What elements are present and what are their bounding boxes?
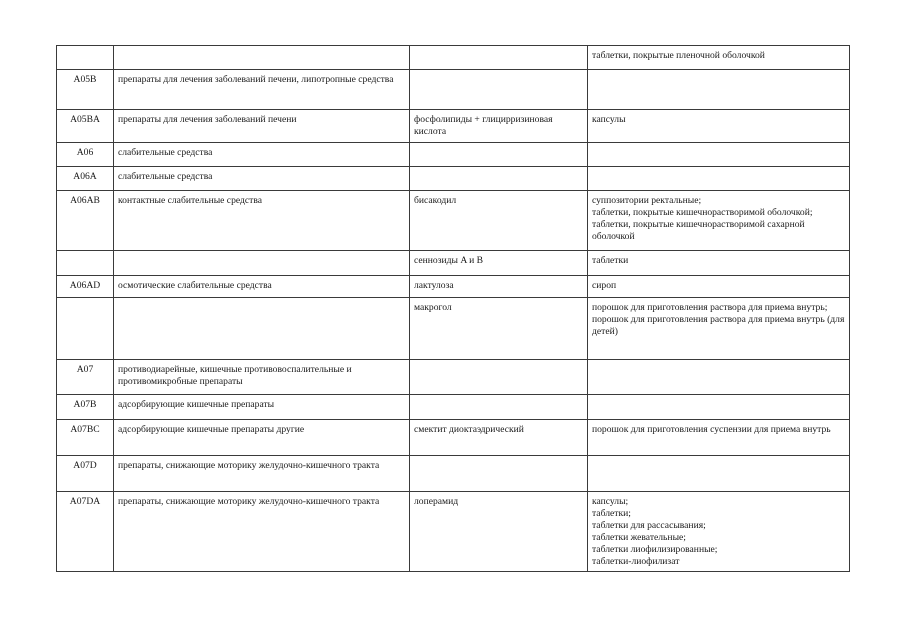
group-name-cell: препараты, снижающие моторику желудочно-кишечного тракта	[114, 492, 410, 572]
dosage-forms-cell: порошок для приготовления суспензии для приема внутрь	[588, 420, 850, 456]
table-row	[57, 395, 850, 420]
group-name-cell: контактные слабительные средства	[114, 191, 410, 251]
substance-cell	[410, 360, 588, 395]
table-row	[57, 110, 850, 143]
table-row	[57, 456, 850, 492]
table-row	[57, 46, 850, 70]
substance-cell	[410, 456, 588, 492]
dosage-forms-cell	[588, 456, 850, 492]
table-row	[57, 143, 850, 167]
substance-cell: макрогол	[410, 298, 588, 360]
substance-cell	[410, 46, 588, 70]
table-row	[57, 298, 850, 360]
drug-classification-table	[56, 45, 850, 572]
atc-code-cell: A07DA	[57, 492, 114, 572]
substance-cell	[410, 70, 588, 110]
group-name-cell: адсорбирующие кишечные препараты	[114, 395, 410, 420]
atc-code-cell: A07B	[57, 395, 114, 420]
dosage-forms-cell	[588, 143, 850, 167]
group-name-cell: слабительные средства	[114, 143, 410, 167]
atc-code-cell: A07	[57, 360, 114, 395]
group-name-cell	[114, 298, 410, 360]
group-name-cell	[114, 46, 410, 70]
table-body	[57, 46, 850, 572]
dosage-forms-cell: таблетки, покрытые пленочной оболочкой	[588, 46, 850, 70]
group-name-cell: противодиарейные, кишечные противовоспалительные и противомикробные препараты	[114, 360, 410, 395]
dosage-forms-cell	[588, 70, 850, 110]
substance-cell: сеннозиды A и B	[410, 251, 588, 276]
dosage-forms-cell: капсулы; таблетки; таблетки для рассасывания; таблетки жевательные; таблетки лиофилизированные; таблетки-лиофилизат	[588, 492, 850, 572]
table-row	[57, 276, 850, 298]
dosage-forms-cell	[588, 360, 850, 395]
substance-cell: фосфолипиды + глицирризиновая кислота	[410, 110, 588, 143]
atc-code-cell: A05BA	[57, 110, 114, 143]
atc-code-cell	[57, 46, 114, 70]
dosage-forms-cell: суппозитории ректальные; таблетки, покрытые кишечнорастворимой оболочкой; таблетки, покрытые кишечнорастворимой сахарной оболочкой	[588, 191, 850, 251]
atc-code-cell: A05B	[57, 70, 114, 110]
substance-cell	[410, 167, 588, 191]
group-name-cell: препараты для лечения заболеваний печени, липотропные средства	[114, 70, 410, 110]
table-row	[57, 167, 850, 191]
dosage-forms-cell: таблетки	[588, 251, 850, 276]
atc-code-cell	[57, 251, 114, 276]
atc-code-cell: A07D	[57, 456, 114, 492]
group-name-cell: слабительные средства	[114, 167, 410, 191]
substance-cell: лоперамид	[410, 492, 588, 572]
table-row	[57, 191, 850, 251]
group-name-cell	[114, 251, 410, 276]
dosage-forms-cell	[588, 395, 850, 420]
substance-cell: бисакодил	[410, 191, 588, 251]
group-name-cell: адсорбирующие кишечные препараты другие	[114, 420, 410, 456]
table-row	[57, 420, 850, 456]
group-name-cell: препараты для лечения заболеваний печени	[114, 110, 410, 143]
atc-code-cell: A06AB	[57, 191, 114, 251]
table-row	[57, 251, 850, 276]
substance-cell: лактулоза	[410, 276, 588, 298]
group-name-cell: осмотические слабительные средства	[114, 276, 410, 298]
dosage-forms-cell	[588, 167, 850, 191]
dosage-forms-cell: капсулы	[588, 110, 850, 143]
substance-cell: смектит диоктаэдрический	[410, 420, 588, 456]
atc-code-cell: A06A	[57, 167, 114, 191]
atc-code-cell: A06AD	[57, 276, 114, 298]
substance-cell	[410, 143, 588, 167]
substance-cell	[410, 395, 588, 420]
atc-code-cell	[57, 298, 114, 360]
table-row	[57, 360, 850, 395]
dosage-forms-cell: сироп	[588, 276, 850, 298]
table-row	[57, 492, 850, 572]
atc-code-cell: A07BC	[57, 420, 114, 456]
group-name-cell: препараты, снижающие моторику желудочно-кишечного тракта	[114, 456, 410, 492]
table-row	[57, 70, 850, 110]
atc-code-cell: A06	[57, 143, 114, 167]
dosage-forms-cell: порошок для приготовления раствора для приема внутрь; порошок для приготовления раствора для приема внутрь (для детей)	[588, 298, 850, 360]
